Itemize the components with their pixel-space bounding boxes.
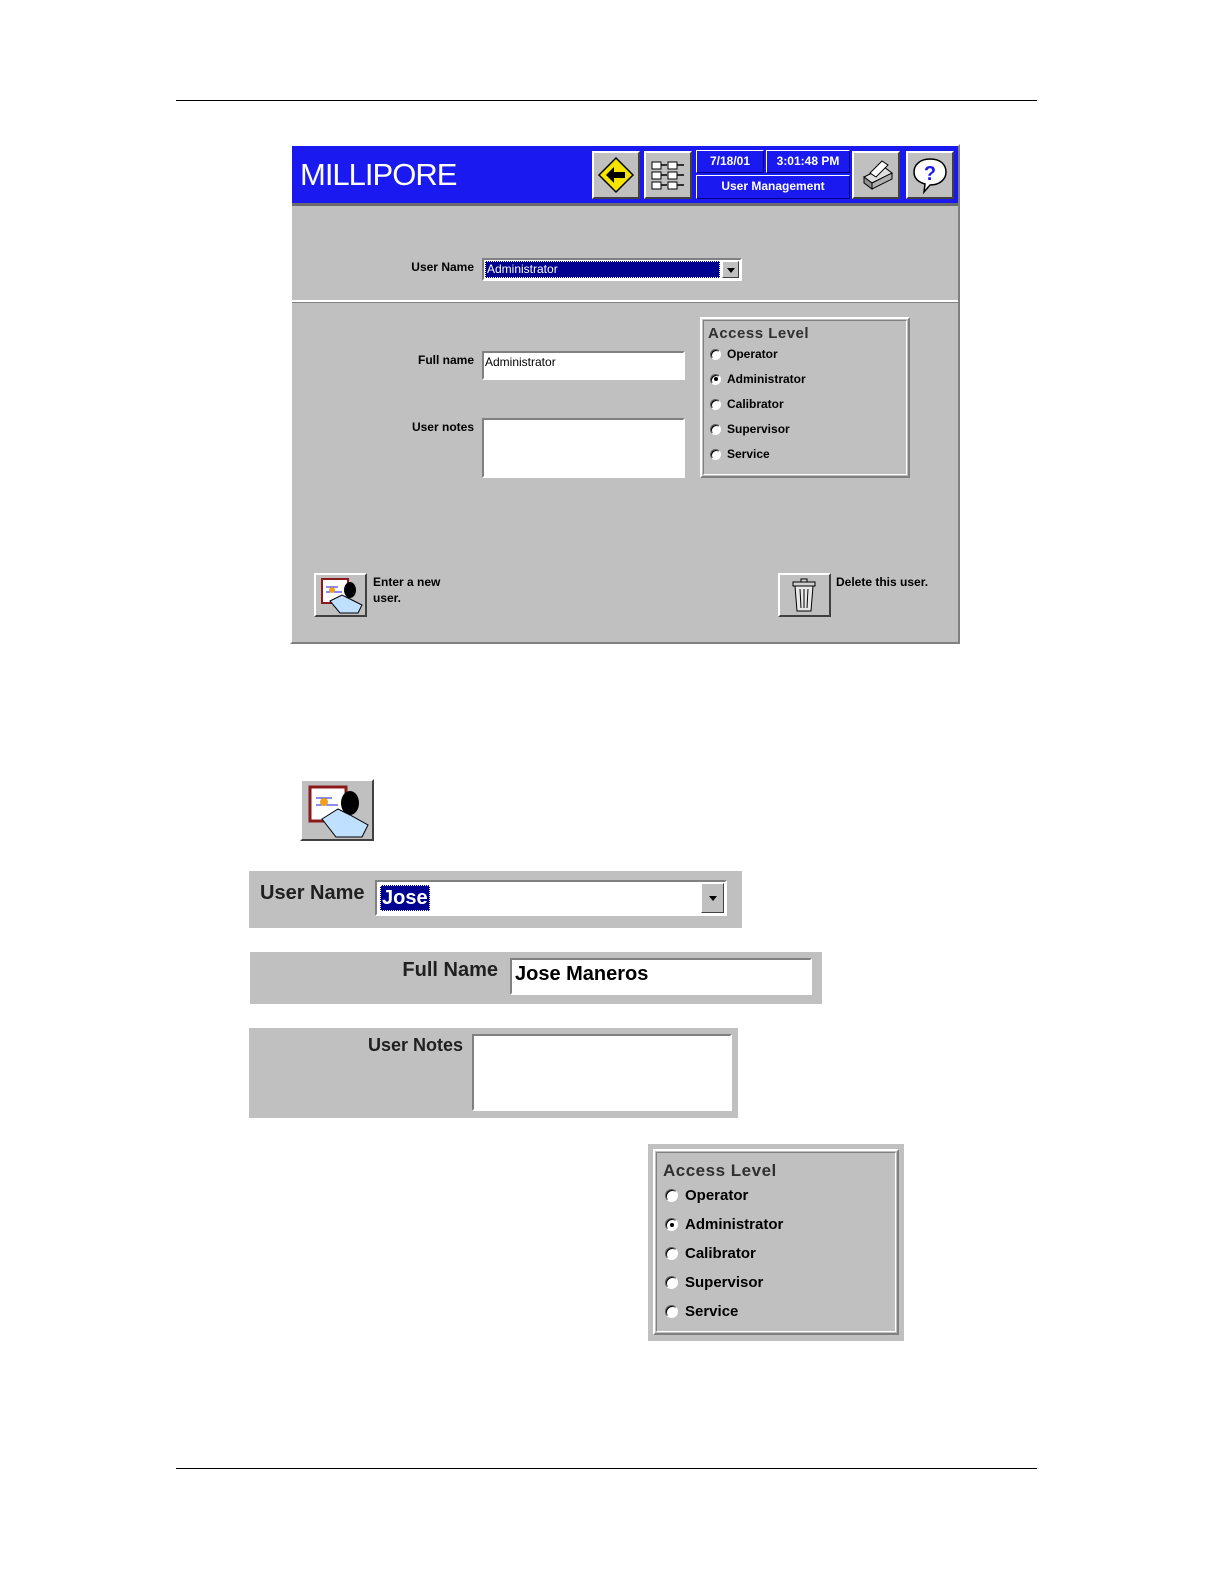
print-button[interactable] [852, 151, 900, 199]
user-name-selected: Administrator [485, 261, 720, 278]
radio-operator[interactable]: Operator [710, 347, 778, 361]
millipore-logo: MILLIPORE [300, 157, 457, 192]
delete-user-caption: Delete this user. [836, 575, 929, 589]
chevron-down-icon[interactable] [722, 261, 739, 278]
back-button[interactable] [592, 151, 640, 199]
access-level-callout [648, 1144, 904, 1341]
menu-list-icon [646, 153, 690, 197]
new-user-button[interactable] [314, 573, 367, 617]
callout-user-notes-textarea[interactable] [472, 1034, 732, 1111]
callout-user-name-label: User Name [260, 882, 365, 904]
user-name-callout [249, 871, 742, 928]
full-name-callout [250, 952, 822, 1004]
callout-radio-calibrator[interactable]: Calibrator [665, 1245, 756, 1262]
callout-access-level-title: Access Level [663, 1161, 777, 1180]
radio-circle-icon[interactable] [710, 349, 721, 360]
svg-text:?: ? [923, 163, 937, 185]
new-user-icon [316, 575, 365, 615]
help-button[interactable] [906, 151, 954, 199]
trash-can-icon [780, 575, 829, 615]
callout-full-name-label: Full Name [402, 959, 498, 981]
bottom-rule [176, 1468, 1037, 1469]
radio-circle-icon[interactable] [710, 424, 721, 435]
access-level-group [700, 317, 910, 478]
title-bar [292, 146, 958, 206]
radio-circle-icon[interactable] [665, 1276, 678, 1289]
radio-supervisor[interactable]: Supervisor [710, 422, 790, 436]
radio-administrator[interactable]: Administrator [710, 372, 806, 386]
radio-circle-icon[interactable] [665, 1189, 678, 1202]
back-arrow-icon [594, 153, 638, 197]
user-name-label: User Name [411, 260, 474, 274]
radio-calibrator[interactable]: Calibrator [710, 397, 784, 411]
radio-circle-icon[interactable] [665, 1247, 678, 1260]
user-management-window [290, 144, 960, 644]
user-notes-textarea[interactable] [482, 418, 685, 478]
full-name-label: Full name [417, 353, 474, 367]
user-select-section [292, 206, 958, 302]
time-display: 3:01:48 PM [766, 150, 850, 173]
date-display: 7/18/01 [696, 150, 764, 173]
callout-radio-administrator[interactable]: Administrator [665, 1216, 783, 1233]
chevron-down-icon[interactable] [701, 883, 724, 913]
new-user-button-callout[interactable] [300, 779, 374, 841]
callout-user-name-selected: Jose [382, 887, 428, 909]
screen-title: User Management [696, 175, 850, 199]
radio-selected-icon[interactable] [665, 1218, 678, 1231]
callout-radio-supervisor[interactable]: Supervisor [665, 1274, 763, 1291]
callout-user-name-combo[interactable] [375, 880, 727, 916]
delete-user-button[interactable] [778, 573, 831, 617]
radio-circle-icon[interactable] [710, 399, 721, 410]
user-notes-callout [249, 1028, 738, 1118]
new-user-caption: Enter a new user. [373, 575, 441, 605]
status-info [696, 150, 850, 199]
full-name-input[interactable]: Administrator [482, 351, 685, 380]
radio-selected-icon[interactable] [710, 374, 721, 385]
help-icon [908, 153, 952, 197]
printer-icon [854, 153, 898, 197]
callout-radio-service[interactable]: Service [665, 1303, 738, 1320]
user-name-combo[interactable] [482, 258, 742, 281]
new-user-icon [302, 781, 372, 839]
top-rule [176, 100, 1037, 101]
user-notes-label: User notes [411, 420, 474, 434]
callout-full-name-input[interactable]: Jose Maneros [510, 958, 812, 995]
radio-circle-icon[interactable] [710, 449, 721, 460]
menu-list-button[interactable] [644, 151, 692, 199]
callout-radio-operator[interactable]: Operator [665, 1187, 748, 1204]
radio-circle-icon[interactable] [665, 1305, 678, 1318]
access-level-title: Access Level [708, 325, 810, 342]
callout-user-notes-label: User Notes [367, 1035, 463, 1055]
radio-service[interactable]: Service [710, 447, 770, 461]
